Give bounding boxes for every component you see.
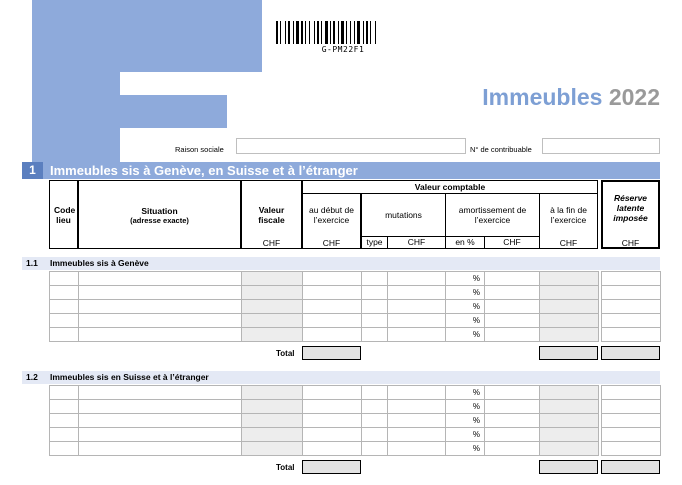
- debut-cell[interactable]: [303, 400, 362, 414]
- table-row: [50, 400, 661, 414]
- amort-pct-cell[interactable]: %: [446, 314, 485, 328]
- document-title: [482, 84, 660, 111]
- mutations-chf-cell[interactable]: [388, 400, 446, 414]
- header-chf-debut: CHF: [322, 238, 341, 248]
- situation-cell[interactable]: [79, 386, 242, 400]
- form-code: G-PM22F1: [321, 45, 365, 54]
- total-label-geneve: Total: [276, 349, 295, 358]
- raison-sociale-label: Raison sociale: [175, 145, 224, 154]
- contribuable-field[interactable]: [542, 138, 660, 154]
- table-suisse: [49, 385, 661, 456]
- amort-pct-cell[interactable]: %: [446, 300, 485, 314]
- barcode-icon: [276, 21, 410, 44]
- valeur-fiscale-cell[interactable]: [242, 386, 303, 400]
- subsection-number-suisse: 1.2: [26, 372, 38, 382]
- amort-pct-cell[interactable]: %: [446, 286, 485, 300]
- debut-cell[interactable]: [303, 272, 362, 286]
- fin-cell[interactable]: [540, 442, 599, 456]
- debut-cell[interactable]: [303, 442, 362, 456]
- mutations-chf-cell[interactable]: [388, 328, 446, 342]
- fin-cell[interactable]: [540, 328, 599, 342]
- fin-cell[interactable]: [540, 286, 599, 300]
- amort-chf-cell[interactable]: [485, 300, 540, 314]
- header-chf-amort: CHF: [503, 237, 521, 247]
- amort-pct-cell[interactable]: %: [446, 328, 485, 342]
- debut-cell[interactable]: [303, 300, 362, 314]
- reserve-cell[interactable]: [602, 328, 661, 342]
- debut-cell[interactable]: [303, 314, 362, 328]
- amort-chf-cell[interactable]: [485, 272, 540, 286]
- code-lieu-cell[interactable]: [50, 300, 79, 314]
- mutations-chf-cell[interactable]: [388, 286, 446, 300]
- type-cell[interactable]: [362, 314, 388, 328]
- header-situation: [78, 180, 241, 249]
- type-cell[interactable]: [362, 286, 388, 300]
- header-amortissement-text: amortissement de l’exercice: [458, 205, 527, 225]
- mutations-chf-cell[interactable]: [388, 386, 446, 400]
- table-row: [50, 328, 661, 342]
- table-row: [50, 272, 661, 286]
- fin-cell[interactable]: [540, 414, 599, 428]
- valeur-fiscale-cell[interactable]: [242, 328, 303, 342]
- mutations-chf-cell[interactable]: [388, 428, 446, 442]
- amort-chf-cell[interactable]: [485, 400, 540, 414]
- type-cell[interactable]: [362, 400, 388, 414]
- header-chf-amort-cell: [484, 236, 540, 249]
- table-row: [50, 442, 661, 456]
- mutations-chf-cell[interactable]: [388, 442, 446, 456]
- header-chf-mutations-cell: [387, 236, 446, 249]
- code-lieu-cell[interactable]: [50, 314, 79, 328]
- type-cell[interactable]: [362, 428, 388, 442]
- reserve-cell[interactable]: [602, 272, 661, 286]
- subsection-title-suisse: Immeubles sis en Suisse et à l’étranger: [50, 372, 209, 382]
- header-chf-reserve: CHF: [621, 238, 640, 248]
- raison-sociale-field[interactable]: [236, 138, 466, 154]
- header-type: [361, 236, 388, 249]
- valeur-fiscale-cell[interactable]: [242, 428, 303, 442]
- header-reserve-text: Réserve latente imposée: [613, 193, 648, 223]
- total-reserve-suisse[interactable]: [601, 460, 660, 474]
- total-label-suisse: Total: [276, 463, 295, 472]
- debut-cell[interactable]: [303, 414, 362, 428]
- header-mutations: [361, 193, 446, 237]
- section-number: 1: [22, 162, 43, 179]
- reserve-cell[interactable]: [602, 386, 661, 400]
- mutations-chf-cell[interactable]: [388, 272, 446, 286]
- code-lieu-cell[interactable]: [50, 428, 79, 442]
- code-lieu-cell[interactable]: [50, 328, 79, 342]
- valeur-fiscale-cell[interactable]: [242, 414, 303, 428]
- header-chf-fin: CHF: [559, 238, 578, 248]
- total-debut-geneve[interactable]: [302, 346, 361, 360]
- header-code-lieu-text: Code lieu: [54, 205, 76, 225]
- header-en-pct-cell: [445, 236, 485, 249]
- situation-cell[interactable]: [79, 414, 242, 428]
- debut-cell[interactable]: [303, 386, 362, 400]
- reserve-cell[interactable]: [602, 286, 661, 300]
- section-title: Immeubles sis à Genève, en Suisse et à l’étranger: [50, 163, 358, 178]
- header-valeur-comptable: [302, 180, 598, 194]
- table-row: [50, 386, 661, 400]
- form-letter-f: [32, 0, 262, 170]
- table-row: [50, 300, 661, 314]
- type-cell[interactable]: [362, 328, 388, 342]
- code-lieu-cell[interactable]: [50, 386, 79, 400]
- situation-cell[interactable]: [79, 328, 242, 342]
- type-cell[interactable]: [362, 414, 388, 428]
- amort-chf-cell[interactable]: [485, 314, 540, 328]
- situation-cell[interactable]: [79, 272, 242, 286]
- header-valeur-fiscale: [241, 180, 302, 249]
- debut-cell[interactable]: [303, 286, 362, 300]
- header-situation-text: Situation: [141, 206, 178, 216]
- situation-cell[interactable]: [79, 442, 242, 456]
- header-type-text: type: [366, 237, 383, 247]
- reserve-cell[interactable]: [602, 428, 661, 442]
- amort-chf-cell[interactable]: [485, 328, 540, 342]
- reserve-cell[interactable]: [602, 314, 661, 328]
- situation-cell[interactable]: [79, 400, 242, 414]
- amort-chf-cell[interactable]: [485, 428, 540, 442]
- header-reserve: [601, 180, 660, 249]
- code-lieu-cell[interactable]: [50, 272, 79, 286]
- header-mutations-text: mutations: [385, 210, 422, 220]
- fin-cell[interactable]: [540, 428, 599, 442]
- code-lieu-cell[interactable]: [50, 286, 79, 300]
- header-valeur-comptable-text: Valeur comptable: [414, 182, 486, 192]
- debut-cell[interactable]: [303, 328, 362, 342]
- header-amortissement: [445, 193, 540, 237]
- mutations-chf-cell[interactable]: [388, 300, 446, 314]
- header-debut-text: au début de l’exercice: [309, 205, 354, 225]
- mutations-chf-cell[interactable]: [388, 314, 446, 328]
- table-row: [50, 286, 661, 300]
- amort-chf-cell[interactable]: [485, 442, 540, 456]
- mutations-chf-cell[interactable]: [388, 414, 446, 428]
- subsection-number-geneve: 1.1: [26, 258, 38, 268]
- reserve-cell[interactable]: [602, 414, 661, 428]
- type-cell[interactable]: [362, 300, 388, 314]
- code-lieu-cell[interactable]: [50, 442, 79, 456]
- valeur-fiscale-cell[interactable]: [242, 300, 303, 314]
- total-fin-geneve[interactable]: [539, 346, 598, 360]
- situation-cell[interactable]: [79, 286, 242, 300]
- table-geneve: [49, 271, 661, 342]
- reserve-cell[interactable]: [602, 442, 661, 456]
- amort-pct-cell[interactable]: %: [446, 414, 485, 428]
- amort-pct-cell[interactable]: %: [446, 442, 485, 456]
- situation-cell[interactable]: [79, 428, 242, 442]
- document-title-text: Immeubles: [482, 84, 603, 110]
- header-chf-fiscale: CHF: [262, 238, 281, 248]
- amort-pct-cell[interactable]: %: [446, 386, 485, 400]
- amort-chf-cell[interactable]: [485, 286, 540, 300]
- header-debut: [302, 193, 361, 249]
- table-row: [50, 414, 661, 428]
- table-row: [50, 314, 661, 328]
- fin-cell[interactable]: [540, 400, 599, 414]
- type-cell[interactable]: [362, 442, 388, 456]
- fin-cell[interactable]: [540, 386, 599, 400]
- valeur-fiscale-cell[interactable]: [242, 442, 303, 456]
- total-fin-suisse[interactable]: [539, 460, 598, 474]
- amort-pct-cell[interactable]: %: [446, 428, 485, 442]
- type-cell[interactable]: [362, 272, 388, 286]
- header-code-lieu: [49, 180, 78, 249]
- valeur-fiscale-cell[interactable]: [242, 314, 303, 328]
- type-cell[interactable]: [362, 386, 388, 400]
- fin-cell[interactable]: [540, 300, 599, 314]
- fin-cell[interactable]: [540, 314, 599, 328]
- header-valeur-fiscale-text: Valeur fiscale: [258, 205, 285, 225]
- situation-cell[interactable]: [79, 300, 242, 314]
- reserve-cell[interactable]: [602, 400, 661, 414]
- reserve-cell[interactable]: [602, 300, 661, 314]
- total-reserve-geneve[interactable]: [601, 346, 660, 360]
- document-year: 2022: [608, 84, 660, 110]
- amort-pct-cell[interactable]: %: [446, 272, 485, 286]
- valeur-fiscale-cell[interactable]: [242, 400, 303, 414]
- header-chf-mutations: CHF: [407, 237, 426, 247]
- header-en-pct: en %: [455, 237, 475, 247]
- amort-chf-cell[interactable]: [485, 414, 540, 428]
- contribuable-label: N° de contribuable: [470, 145, 532, 154]
- code-lieu-cell[interactable]: [50, 400, 79, 414]
- header-situation-sub: (adresse exacte): [130, 216, 189, 225]
- situation-cell[interactable]: [79, 314, 242, 328]
- amort-pct-cell[interactable]: %: [446, 400, 485, 414]
- header-fin-text: à la fin de l’exercice: [550, 205, 587, 225]
- valeur-fiscale-cell[interactable]: [242, 272, 303, 286]
- header-fin: [539, 193, 598, 249]
- subsection-title-geneve: Immeubles sis à Genève: [50, 258, 149, 268]
- debut-cell[interactable]: [303, 428, 362, 442]
- amort-chf-cell[interactable]: [485, 386, 540, 400]
- code-lieu-cell[interactable]: [50, 414, 79, 428]
- table-row: [50, 428, 661, 442]
- valeur-fiscale-cell[interactable]: [242, 286, 303, 300]
- total-debut-suisse[interactable]: [302, 460, 361, 474]
- fin-cell[interactable]: [540, 272, 599, 286]
